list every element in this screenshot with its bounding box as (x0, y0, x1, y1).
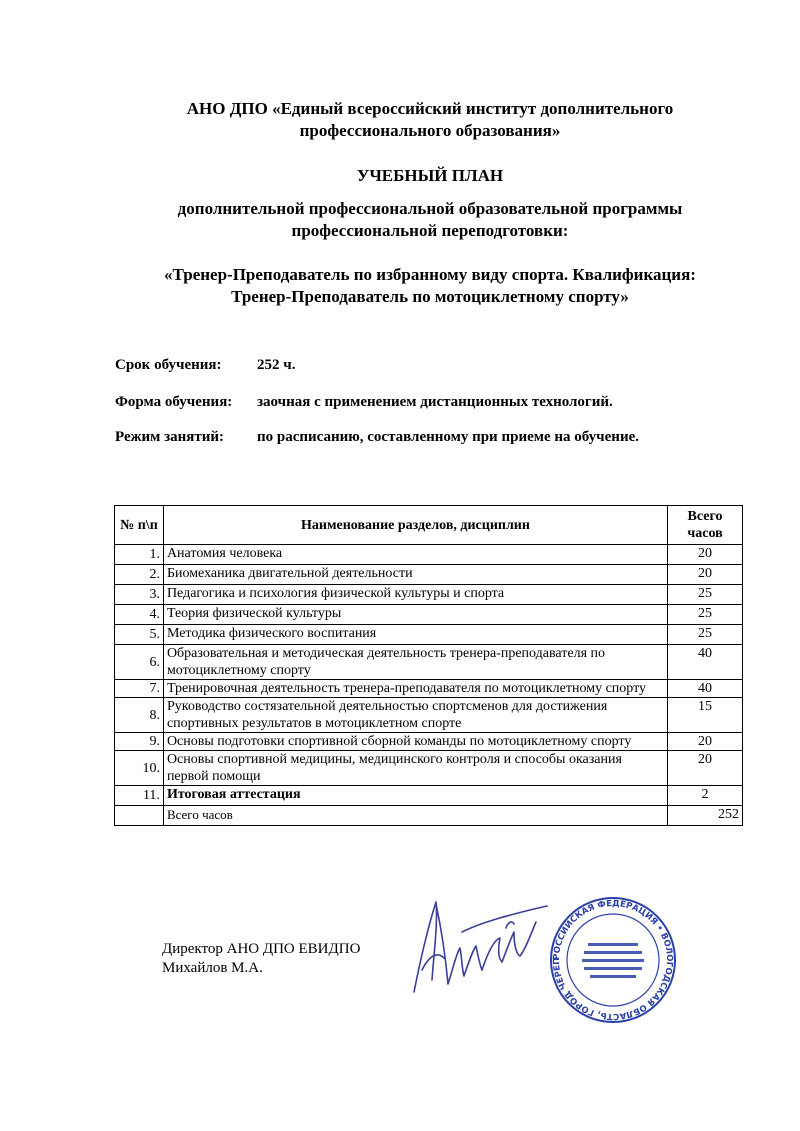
table-row: 10. Основы спортивной медицины, медицинского контроля и способы оказания первой помощи 20 (115, 751, 743, 786)
info-duration: Срок обучения: 252 ч. (115, 357, 296, 373)
table-header-row (115, 506, 743, 545)
header-num: № п\п (115, 506, 164, 545)
director-name: Михайлов М.А. (162, 960, 263, 976)
signature-image (402, 892, 552, 1012)
table-row: 3. Педагогика и психология физической культуры и спорта 25 (115, 585, 743, 605)
director-block (162, 940, 360, 978)
info-schedule: Режим занятий: по расписанию, составленному при приеме на обучение. (115, 429, 639, 445)
table-total-row: Всего часов 252 (115, 806, 743, 826)
organization-stamp (548, 895, 678, 1030)
plan-title: УЧЕБНЫЙ ПЛАН (356, 166, 504, 185)
table-row: 1. Анатомия человека 20 (115, 545, 743, 565)
table-row: 9. Основы подготовки спортивной сборной команды по мотоциклетному спорту 20 (115, 733, 743, 751)
program-subtitle: дополнительной профессиональной образовательной программы профессиональной переподготовки: (177, 199, 683, 240)
organization-title: АНО ДПО «Единый всероссийский институт дополнительного профессионального образования» (186, 99, 674, 140)
curriculum-table (114, 505, 743, 826)
info-form: Форма обучения: заочная с применением дистанционных технологий. (115, 394, 613, 410)
table-row: 5. Методика физического воспитания 25 (115, 625, 743, 645)
table-row: 2. Биомеханика двигательной деятельности 20 (115, 565, 743, 585)
program-name: «Тренер-Преподаватель по избранному виду спорта. Квалификация: Тренер-Преподаватель по мотоциклетному спорту» (164, 265, 696, 306)
table-row: 4. Теория физической культуры 25 (115, 605, 743, 625)
table-row: 6. Образовательная и методическая деятельность тренера-преподавателя по мотоциклетному спорту 40 (115, 645, 743, 680)
director-title: Директор АНО ДПО ЕВИДПО (162, 941, 361, 957)
table-row: 8. Руководство состязательной деятельностью спортсменов для достижения спортивных результатов в мотоциклетном спорте 15 (115, 698, 743, 733)
table-row: 7. Тренировочная деятельность тренера-преподавателя по мотоциклетному спорту 40 (115, 680, 743, 698)
header-hours: Всего часов (668, 506, 743, 545)
header-name: Наименование разделов, дисциплин (163, 506, 667, 545)
table-row: 11. Итоговая аттестация 2 (115, 786, 743, 806)
svg-text:РОССИЙСКАЯ ФЕДЕРАЦИЯ • ВОЛОГОД: РОССИЙСКАЯ ФЕДЕРАЦИЯ • ВОЛОГОДСКАЯ ОБЛАСТЬ, ГОРОД ЧЕРЕП (551, 898, 675, 1022)
